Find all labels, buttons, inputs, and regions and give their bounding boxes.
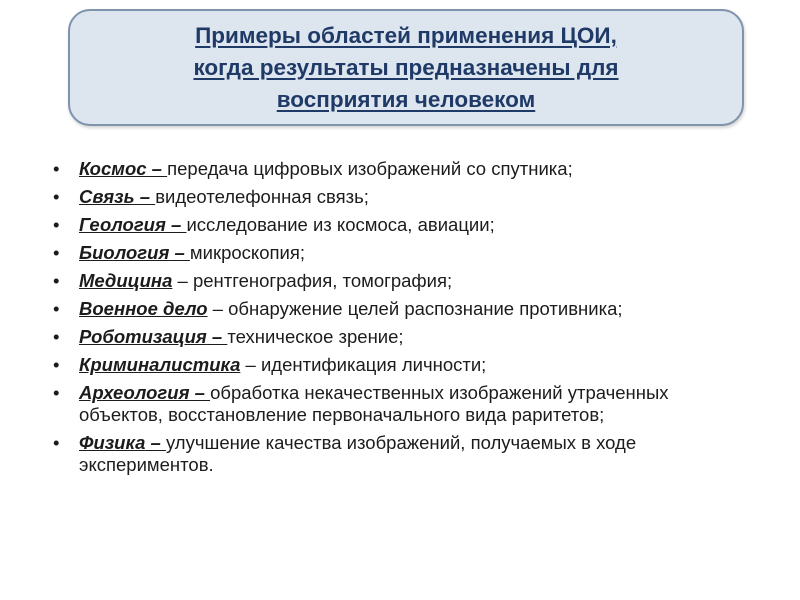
bullet-dot-icon: • [53, 214, 60, 235]
list-item-medicine [52, 270, 752, 292]
item-separator: – [146, 158, 168, 179]
bullet-dot-icon: • [53, 242, 60, 263]
list-item-military [52, 298, 752, 320]
item-term: Криминалистика [79, 354, 241, 375]
item-description: идентификация личности; [260, 354, 487, 375]
item-description: видеотелефонная связь; [155, 186, 369, 207]
item-term: Связь [79, 186, 135, 207]
item-description: микроскопия; [189, 242, 305, 263]
bullet-dot-icon: • [53, 158, 60, 179]
item-separator: – [172, 270, 193, 291]
application-list [52, 158, 752, 482]
list-item-communication [52, 186, 752, 208]
item-description: передача цифровых изображений со спутника; [167, 158, 573, 179]
bullet-dot-icon: • [53, 298, 60, 319]
item-description: техническое зрение; [227, 326, 404, 347]
list-item-archaeology [52, 382, 752, 426]
list-item-robotics [52, 326, 752, 348]
bullet-dot-icon: • [53, 186, 60, 207]
item-separator: – [165, 214, 187, 235]
item-term: Физика [79, 432, 146, 453]
bullet-dot-icon: • [53, 382, 60, 403]
title-box [68, 9, 744, 126]
item-term: Космос [79, 158, 147, 179]
item-term: Военное дело [79, 298, 208, 319]
item-description: исследование из космоса, авиации; [186, 214, 495, 235]
slide-title-line-1: Примеры областей применения ЦОИ, [195, 22, 617, 48]
list-item-geology [52, 214, 752, 236]
list-item-forensics [52, 354, 752, 376]
item-term: Археология [79, 382, 190, 403]
item-separator: – [206, 326, 228, 347]
item-term: Биология [79, 242, 170, 263]
list-item-physics [52, 432, 752, 476]
item-term: Геология [79, 214, 166, 235]
item-separator: – [240, 354, 261, 375]
slide-title [193, 20, 618, 116]
bullet-dot-icon: • [53, 270, 60, 291]
bullet-dot-icon: • [53, 326, 60, 347]
bullet-dot-icon: • [53, 354, 60, 375]
item-term: Роботизация [79, 326, 207, 347]
item-description: обнаружение целей распознание противника; [228, 298, 623, 319]
item-separator: – [169, 242, 190, 263]
slide-title-line-2: когда результаты предназначены для [193, 54, 619, 80]
item-description: обработка некачественных изображений утраченных объектов, восстановление первоначального вида раритетов; [79, 382, 669, 425]
item-term: Медицина [79, 270, 173, 291]
item-separator: – [207, 298, 229, 319]
bullet-dot-icon: • [53, 432, 60, 453]
item-separator: – [134, 186, 156, 207]
item-separator: – [189, 382, 211, 403]
item-separator: – [145, 432, 166, 453]
item-description: рентгенография, томография; [192, 270, 453, 291]
slide-title-line-3: восприятия человеком [276, 86, 536, 112]
item-description: улучшение качества изображений, получаемых в ходе экспериментов. [79, 432, 637, 475]
list-item-biology [52, 242, 752, 264]
list-item-space [52, 158, 752, 180]
